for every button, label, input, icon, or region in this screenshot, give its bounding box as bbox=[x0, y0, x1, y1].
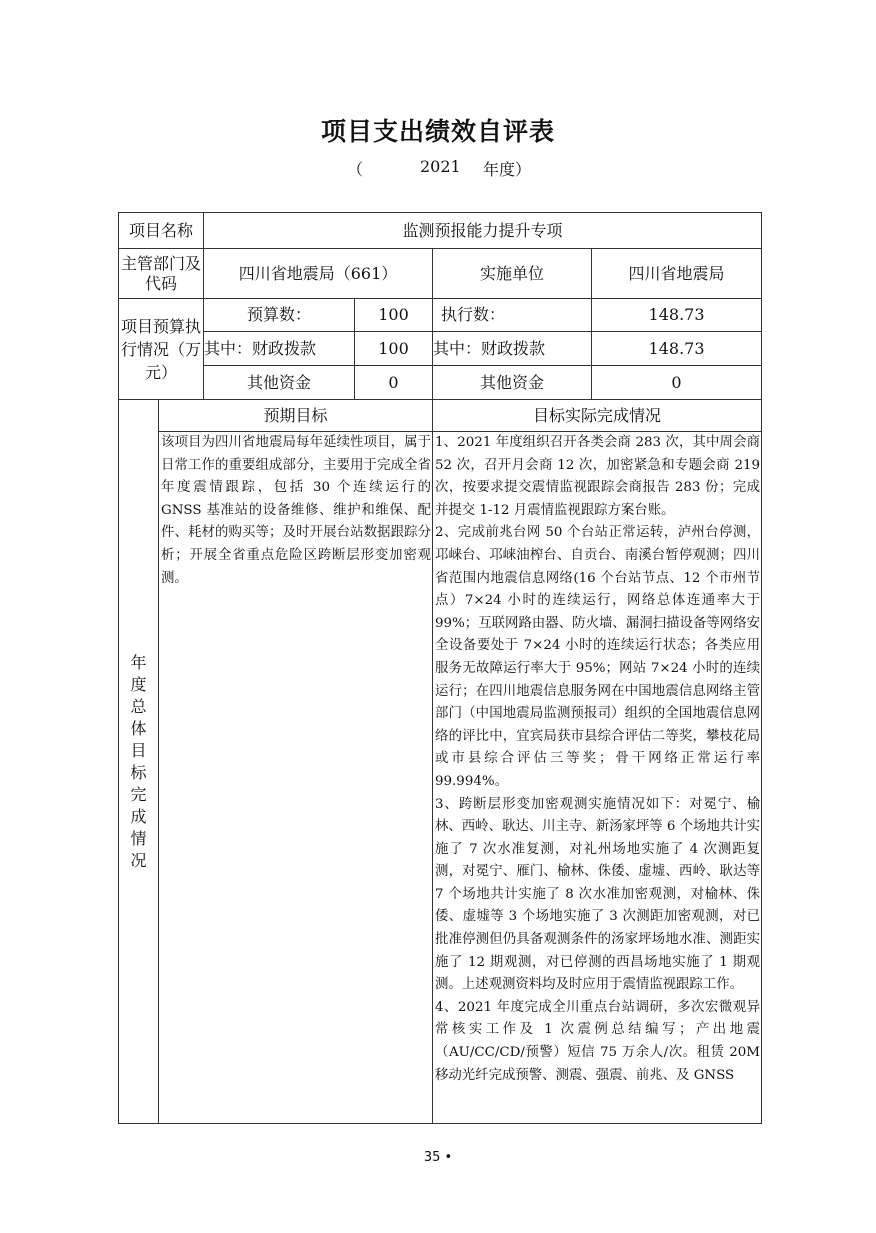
department-value: 四川省地震局（661） bbox=[204, 249, 433, 299]
actual-paragraph-1: 1、2021 年度组织召开各类会商 283 次，其中周会商 52 次，召开月会商 12 次，加密紧急和专题会商 219 次，按要求提交震情监视跟踪会商报告 283 份；完成并提交 1-12 月震情监视跟踪方案台账。 bbox=[435, 435, 761, 518]
row-department bbox=[119, 249, 762, 299]
other-budget-label: 其他资金 bbox=[204, 366, 355, 400]
year-value: 2021 bbox=[420, 157, 461, 176]
other-execution-label: 其他资金 bbox=[433, 366, 592, 400]
row-budget bbox=[119, 299, 762, 332]
execution-amount-value: 148.73 bbox=[592, 299, 762, 332]
budget-amount-label: 预算数： bbox=[204, 299, 355, 332]
budget-amount-value: 100 bbox=[355, 299, 433, 332]
implementer-value: 四川省地震局 bbox=[592, 249, 762, 299]
expected-target-cell bbox=[159, 432, 433, 1124]
other-budget-value: 0 bbox=[355, 366, 433, 400]
other-execution-value: 0 bbox=[592, 366, 762, 400]
fiscal-budget-value: 100 bbox=[355, 332, 433, 366]
row-fiscal-allocation bbox=[119, 332, 762, 366]
expected-target-header: 预期目标 bbox=[159, 400, 433, 432]
budget-label: 项目预算执行情况（万元） bbox=[119, 299, 204, 400]
actual-completion-cell bbox=[433, 432, 762, 1124]
actual-completion-header: 目标实际完成情况 bbox=[433, 400, 762, 432]
actual-paragraph-2: 2、完成前兆台网 50 个台站正常运转，泸州台停测，邛崃台、邛崃油榨台、自贡台、南溪台暂停观测；四川省范围内地震信息网络(16 个台站节点、12 个市州节点）7×24 小时的连续运行，网络总体连通率大于 99%；互联网路由器、防火墙、漏洞扫描设备等网络安全设备要处于 7×24 小时的连续运行状态；各类应用服务无故障运行率大于 95%；网站 7×24 小时的连续运行；在四川地震信息服务网在中国地震信息网络主管部门（中国地震局监测预报司）组织的全国地震信息网络的评比中，宜宾局获市县综合评估二等奖，攀枝花局或市县综合评估三等奖；骨干网络正常运行率 99.994%。 bbox=[435, 525, 761, 789]
annual-target-label-text: 年度总体目标完成情况 bbox=[130, 652, 147, 870]
expected-target-text: 该项目为四川省地震局每年延续性项目，属于日常工作的重要组成部分，主要用于完成全省年度震情跟踪，包括 30 个连续运行的 GNSS 基准站的设备维修、维护和维保、配件、耗材的购买等；及时开展台站数据跟踪分析；开展全省重点危险区跨断层形变加密观测。 bbox=[161, 435, 432, 586]
fiscal-budget-label: 其中：财政拨款 bbox=[204, 332, 355, 366]
year-unit: 年度） bbox=[483, 160, 532, 179]
self-evaluation-table bbox=[118, 212, 762, 1124]
row-target-content bbox=[119, 432, 762, 1124]
page-number: 35 • bbox=[423, 1150, 453, 1165]
fiscal-execution-label: 其中：财政拨款 bbox=[433, 332, 592, 366]
fiscal-execution-value: 148.73 bbox=[592, 332, 762, 366]
implementer-label: 实施单位 bbox=[433, 249, 592, 299]
page-title: 项目支出绩效自评表 bbox=[320, 117, 555, 146]
actual-paragraph-4: 4、2021 年度完成全川重点台站调研，多次宏微观异常核实工作及 1 次震例总结编写；产出地震（AU/CC/CD/预警）短信 75 万余人/次。租赁 20M 移动光纤完成预警、测震、强震、前兆、及 GNSS bbox=[435, 999, 761, 1083]
row-other-funds bbox=[119, 366, 762, 400]
row-project-name bbox=[119, 213, 762, 249]
annual-target-label bbox=[119, 400, 159, 1124]
project-name-value: 监测预报能力提升专项 bbox=[204, 213, 762, 249]
execution-amount-label: 执行数： bbox=[433, 299, 592, 332]
year-line bbox=[0, 157, 876, 181]
year-paren-open: （ bbox=[347, 160, 364, 179]
project-name-label: 项目名称 bbox=[119, 213, 204, 249]
row-target-headers bbox=[119, 400, 762, 432]
actual-completion-text bbox=[433, 432, 761, 1087]
actual-paragraph-3: 3、跨断层形变加密观测实施情况如下：对冕宁、榆林、西岭、耿达、川主寺、新汤家坪等 6 个场地共计实施了 7 次水准复测，对礼州场地实施了 4 次测距复测，对冕宁、雁门、榆林、侏倭、虚墟、西岭、耿达等 7 个场地共计实施了 8 次水准加密观测，对榆林、侏倭、虚墟等 3 个场地实施了 3 次测距加密观测，对已批准停测但仍具备观测条件的汤家坪场地水准、测距实施了 12 期观测，对已停测的西昌场地实施了 1 期观测。上述观测资料均及时应用于震情监视跟踪工作。 bbox=[435, 796, 761, 993]
department-label: 主管部门及代码 bbox=[119, 249, 204, 299]
